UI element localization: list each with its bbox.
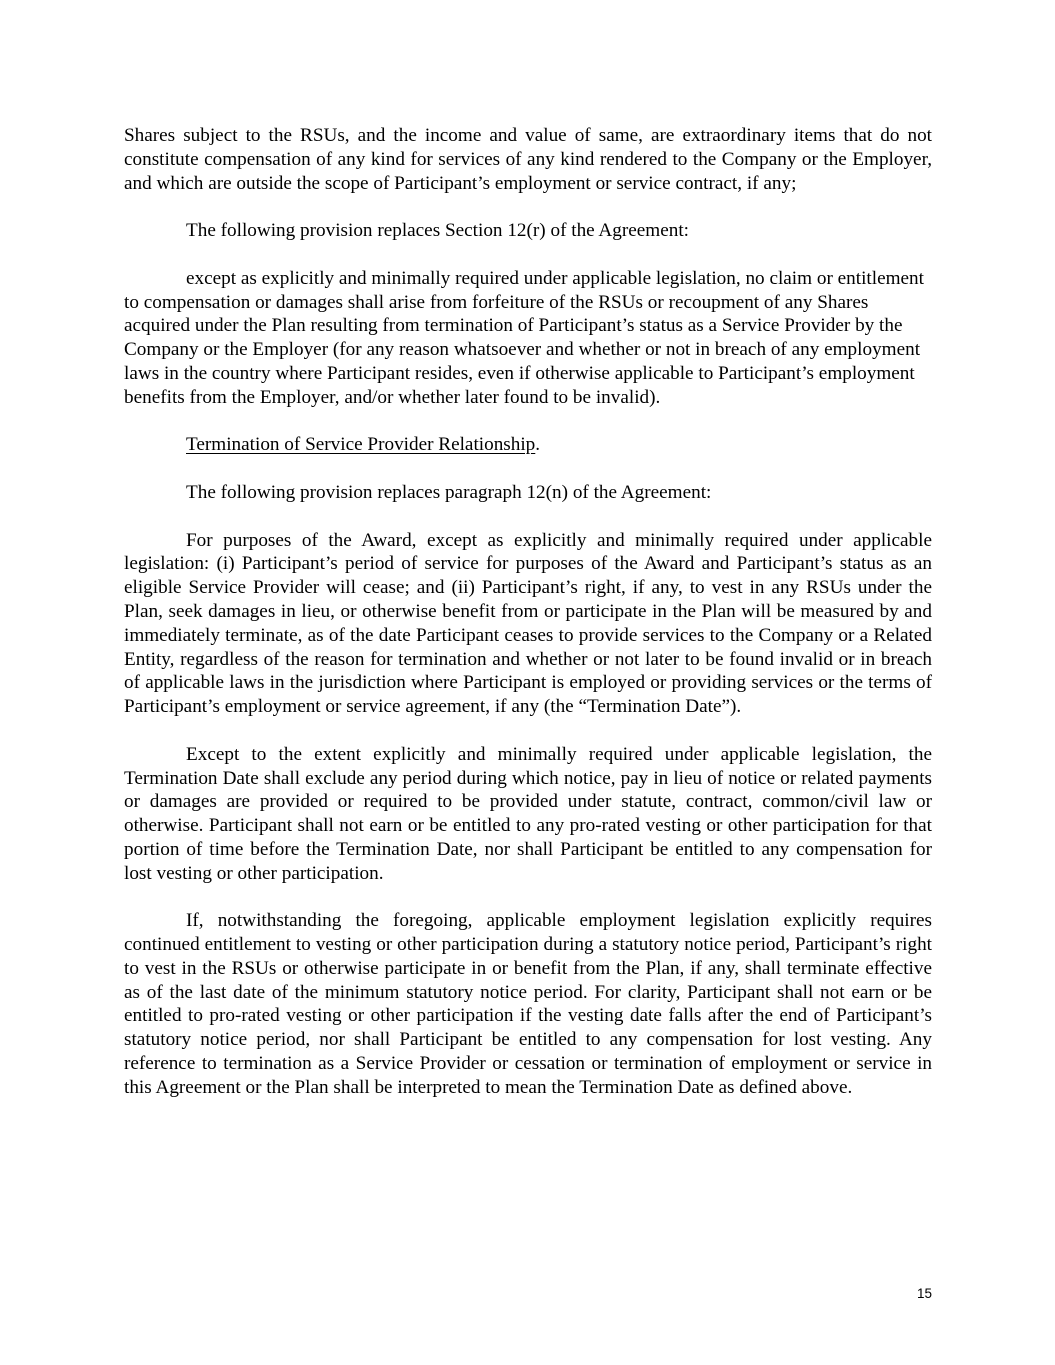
page-number: 15 xyxy=(916,1286,932,1301)
paragraph-spacer xyxy=(124,719,932,743)
paragraph-spacer xyxy=(124,457,932,481)
paragraph-section-12r-intro: The following provision replaces Section 12(r) of the Agreement: xyxy=(186,220,689,242)
section-heading-title: Termination of Service Provider Relationship xyxy=(186,434,536,456)
paragraph-no-claim-entitlement: except as explicitly and minimally required under applicable legislation, no claim or entitlement to compensation or damages shall arise from forfeiture of the RSUs or recoupment of any Shares acquired under the Plan resulting from termination of Participant’s status as a Service Provider by the Company or the Employer (for any reason whatsoever and whether or not in breach of any employment laws in the country where Participant resides, even if otherwise applicable to Participant’s employment benefits from the Employer, and/or whether later found to be invalid). xyxy=(124,267,924,408)
paragraph-spacer xyxy=(124,505,932,529)
paragraph-notice-period-exclusion: Except to the extent explicitly and minimally required under applicable legislation, the Termination Date shall exclude any period during which notice, pay in lieu of notice or related payments or damages are provided or required to be provided under statute, contract, common/civil law or otherwise. Participant shall not earn or be entitled to any pro-rated vesting or other participation for that portion of time before the Termination Date, nor shall Participant be entitled to any compensation for lost vesting or other participation. xyxy=(124,743,932,884)
section-heading xyxy=(124,433,932,457)
paragraph-shares-extraordinary-items: Shares subject to the RSUs, and the income and value of same, are extraordinary items that do not constitute compensation of any kind for services of any kind rendered to the Company or the Employer, and which are outside the scope of Participant’s employment or service contract, if any; xyxy=(124,125,932,194)
paragraph-spacer xyxy=(124,886,932,910)
paragraph-spacer xyxy=(124,243,932,267)
paragraph-termination-date-definition: For purposes of the Award, except as explicitly and minimally required under applicable legislation: (i) Participant’s period of service for purposes of the Award and Participant’s status as an eligible Service Provider will cease; and (ii) Participant’s right, if any, to vest in any RSUs under the Plan, seek damages in lieu, or otherwise benefit from or participate in the Plan will be measured by and immediately terminate, as of the date Participant ceases to provide services to the Company or a Related Entity, regardless of the reason for termination and whether or not later to be found invalid or in breach of applicable laws in the jurisdiction where Participant is employed or providing services or the terms of Participant’s employment or service agreement, if any (the “Termination Date”). xyxy=(124,529,932,718)
paragraph-section-12n-intro: The following provision replaces paragraph 12(n) of the Agreement: xyxy=(186,481,712,503)
document-page xyxy=(124,124,932,1100)
section-heading-punctuation: . xyxy=(535,434,541,456)
paragraph-statutory-notice-period: If, notwithstanding the foregoing, applicable employment legislation explicitly requires continued entitlement to vesting or other participation during a statutory notice period, Participant’s right to vest in the RSUs or otherwise participate in or benefit from the Plan, if any, shall terminate effective as of the last date of the minimum statutory notice period. For clarity, Participant shall not earn or be entitled to pro-rated vesting or other participation if the vesting date falls after the end of Participant’s statutory notice period, nor shall Participant be entitled to any compensation for lost vesting. Any reference to termination as a Service Provider or cessation or termination of employment or service in this Agreement or the Plan shall be interpreted to mean the Termination Date as defined above. xyxy=(124,910,932,1098)
paragraph-spacer xyxy=(124,195,932,219)
paragraph-spacer xyxy=(124,410,932,434)
